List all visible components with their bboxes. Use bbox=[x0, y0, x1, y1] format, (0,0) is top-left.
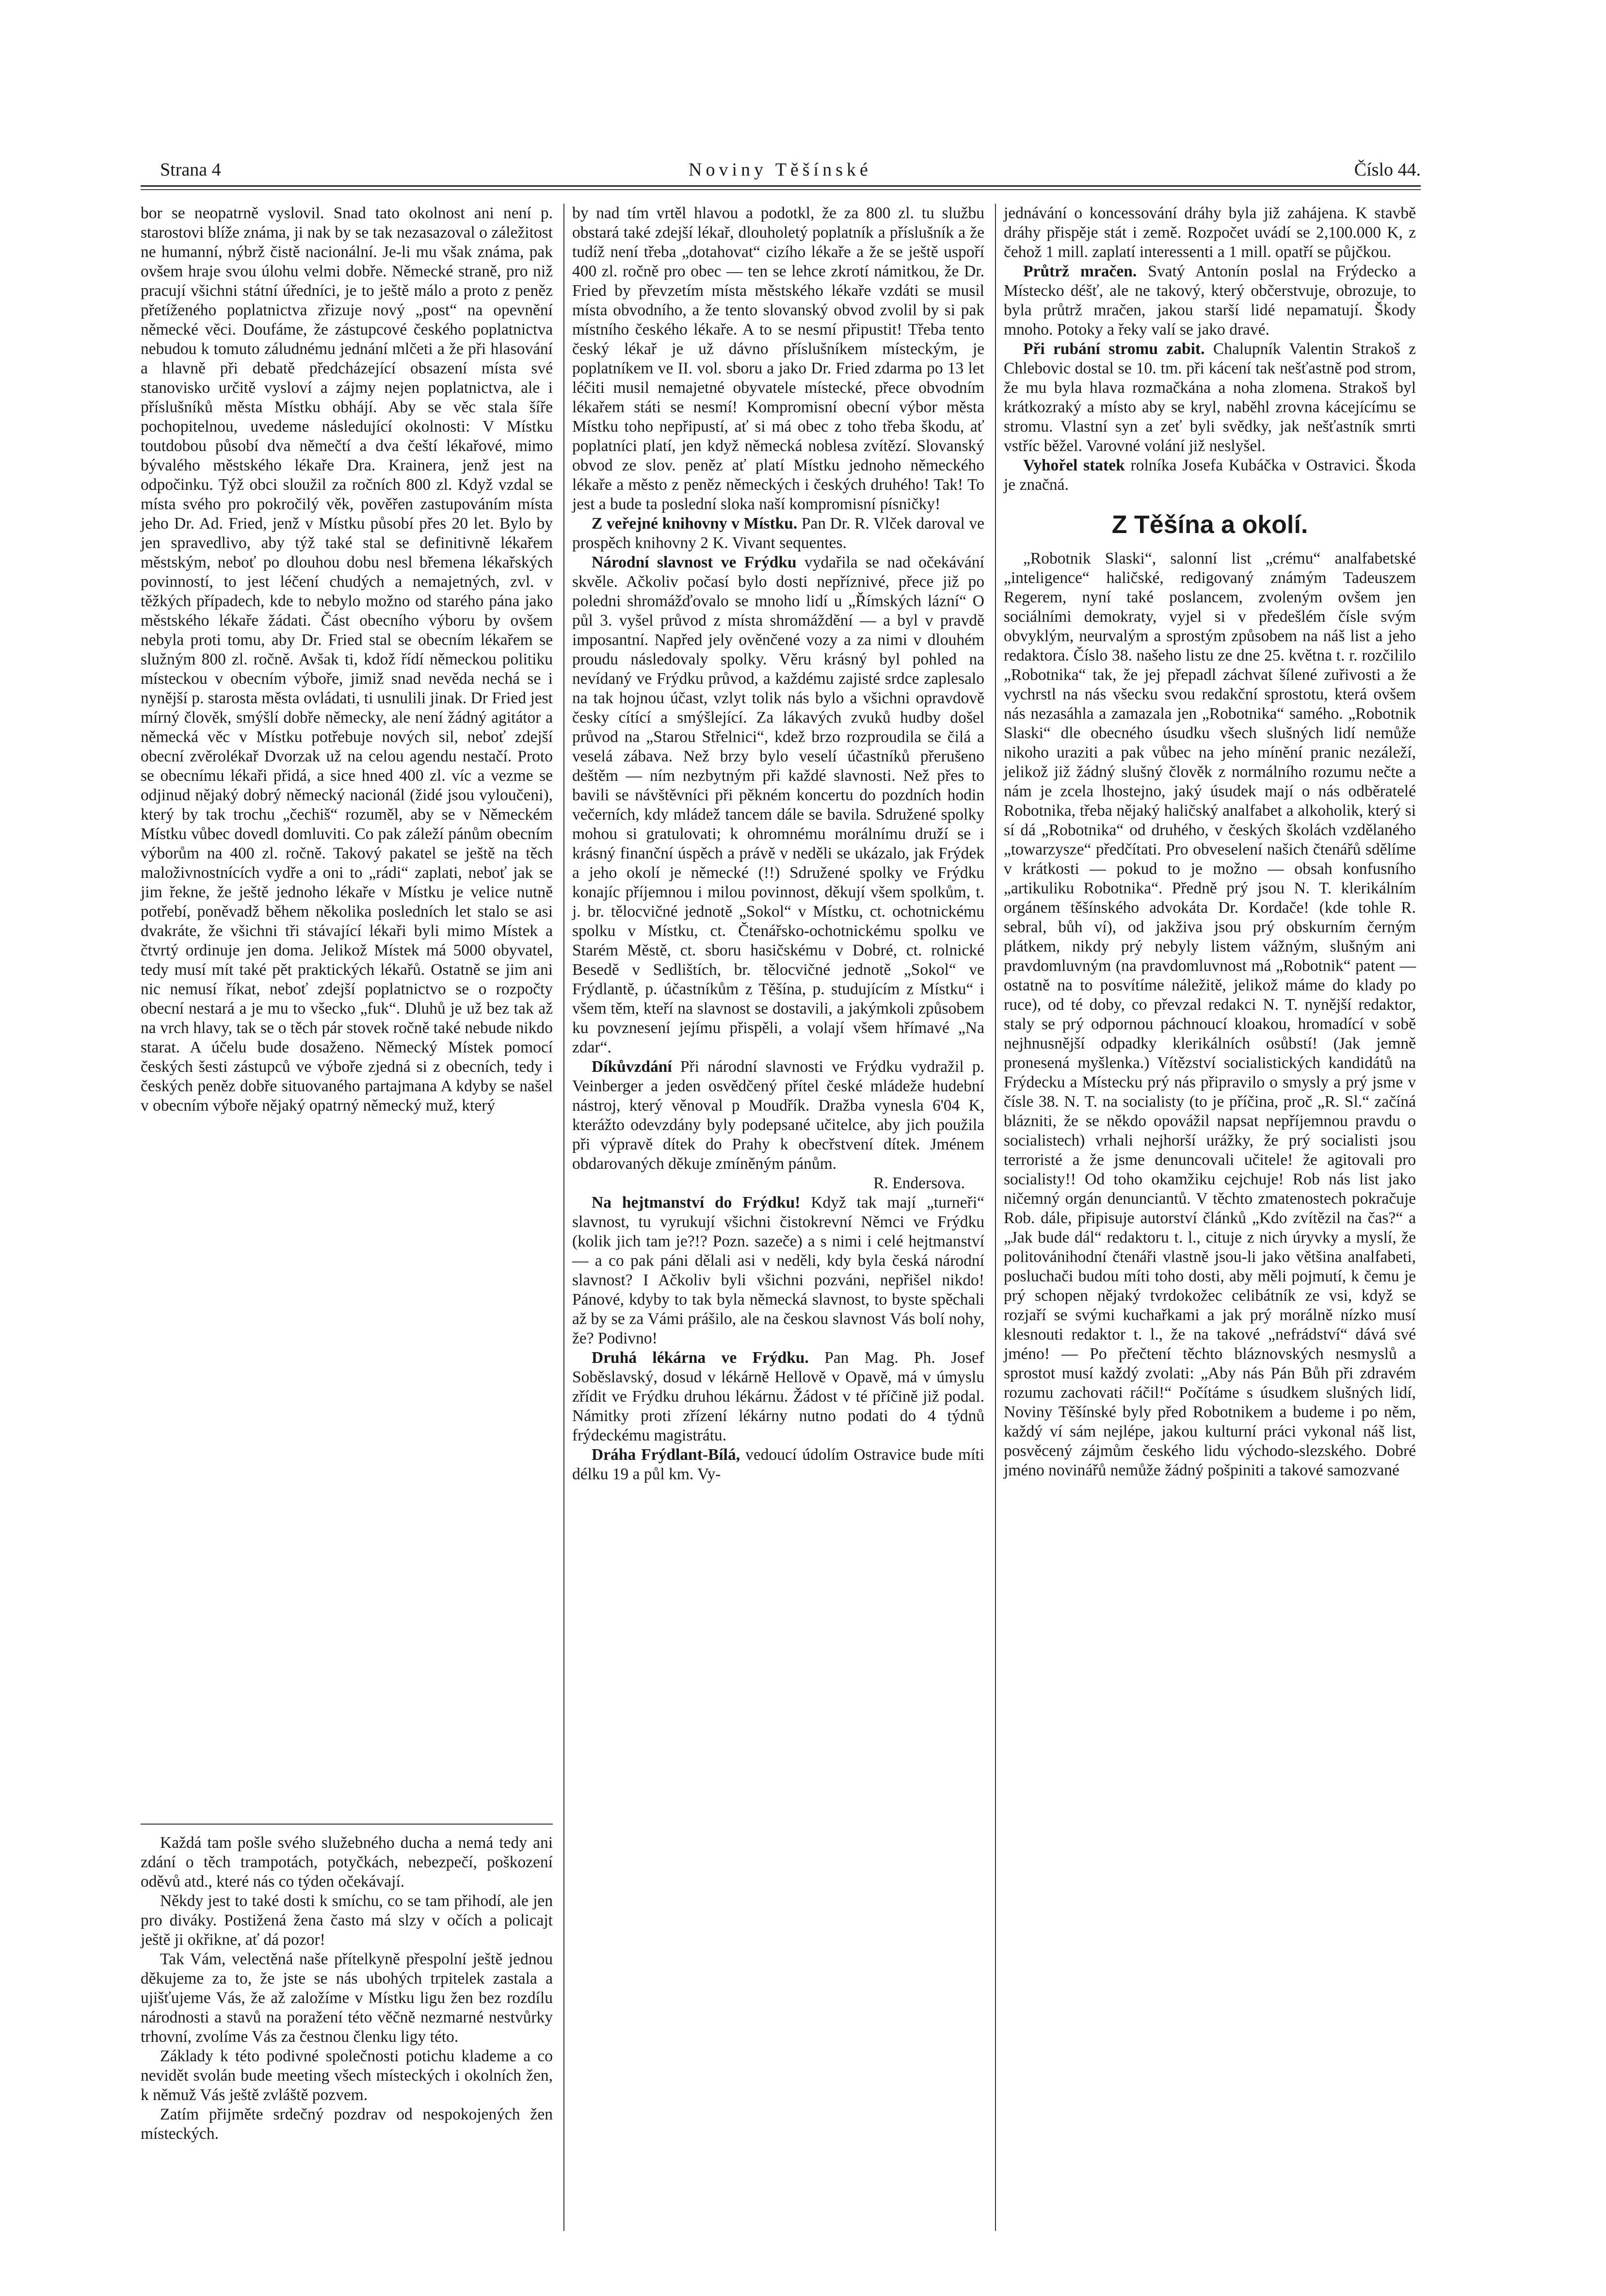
news-item-title: Dráha Frýdlant-Bílá, bbox=[592, 1446, 740, 1464]
news-item bbox=[572, 553, 984, 1057]
header-rule-secondary bbox=[141, 189, 1421, 190]
news-item bbox=[572, 514, 984, 553]
news-item-text: vydařila se nad očekávání skvěle. Ačkoliv počasí bylo dosti nepříznivé, přece již po poledni shromážďovalo se mnoho lidí u „Římských lázní“ O půl 3. vyšel průvod z místa shromáždění — a byl v pravdě imposantní. Napřed jely ověnčené vozy a za nimi v dlouhém proudu následovaly spolky. Věru krásný byl pohled na nevídaný ve Frýdku průvod, a každému zajisté srdce zaplesalo na tak hojnou účast, vzlyt tolik nás bylo a všichni opravdově česky cítící a smýšlející. Za lákavých zvuků hudby došel průvod na „Starou Střelnici“, kdež brzo rozproudila se čilá a veselá zábava. Než brzy bylo veselí účastníků přerušeno deštěm — ním nezbytným při každé slavnosti. Než přes to bavili se návštěvníci při pěkném koncertu do pozdních hodin večerních, kdy mládež tancem dále se bavila. Sdružené spolky mohou si gratulovati; k ohromnému morálnímu druží se i krásný finanční úspěch a právě v neděli se ukázalo, jak Frýdek a jeho okolí je německé (!!) Sdružené spolky ve Frýdku konajíc příjemnou i milou povinnost, děkují všem spolkům, t. j. br. tělocvičné jednotě „Sokol“ v Místku, ct. ochotnickému spolku v Místku, ct. Čtenářsko-ochotnickému spolku ve Starém Městě, ct. sboru hasičskému v Dobré, ct. rolnické Besedě v Sedlištích, br. tělocvičné jednotě „Sokol“ ve Frýdlantě, p. účastníkům z Těšína, p. studujícím z Místku“ i všem těm, kteří na slavnost se dostavili, a jakýmkoli způsobem ku povznesení jejímu přispěli, a volají všem hřímavé „Na zdar“. bbox=[572, 553, 984, 1056]
article-text: jednávání o koncessování dráhy byla již zahájena. K stavbě dráhy přispěje stát i země. Rozpočet uvádí se 2,100.000 K, z čehož 1 mill. zaplatí interessenti a 1 mill. opatří se půjčkou. bbox=[1004, 204, 1416, 261]
masthead-title: Noviny Těšínské bbox=[689, 160, 872, 180]
news-item-text: Pan Dr. R. Vlček daroval ve prospěch knihovny 2 K. Vivant sequentes. bbox=[572, 515, 984, 552]
news-item-title: Při rubání stromu zabit. bbox=[1023, 340, 1205, 358]
newspaper-page bbox=[141, 155, 1430, 2241]
article-text: „Robotnik Slaski“, salonní list „crému“ analfabetské „inteligence“ haličské, redigovaný známým Tadeuszem Regerem, nyní také poslancem, zvoleným ovšem jen sociálními demokraty, vyjel si v předešlém čísle svým obvyklým, neurvalým a sprostým způsobem na náš list a jeho redaktora. Číslo 38. našeho listu ze dne 25. května t. r. rozčililo „Robotnika“ tak, že jej přepadl záchvat šílené zuřivosti a že vychrstl na nás všecku svou redakční sprostotu, která ovšem nás nezasáhla a zamazala jen „Robotnika“ samého. „Robotnik Slaski“ dle obecného úsudku všech slušných lidí nemůže nikoho uraziti a pak vůbec na jeho mínění pranic nezáleží, jelikož již žádný slušný člověk z normálního rozumu nečte a nám je zcela lhostejno, jaký úsudek mají o nás odběratelé Robotnika, třeba nějaký haličský analfabet a alkoholik, který si sí dá „Robotnika“ od druhého, v českých školách vzdělaného „towarzysze“ předčítati. Pro obveselení našich čtenářů sdělíme v krátkosti — pokud to je možno — obsah konfusního „artikuliku Robotnika“. Předně prý jsou N. T. klerikálním orgánem těšínského advokáta Dr. Kordače! (kde tohle R. sebral, bůh ví), od jakživa jsou prý obskurním černým plátkem, nikdy prý nebyly listem vážným, slušným ani pravdomluvným (na pravdomluvnost má „Robotnik“ patent — ostatně na to posvítíme náležitě, jelikož máme do klady po ruce), od té doby, co převzal redakci N. T. nynější redaktor, staly se prý odpornou páchnoucí kloakou, hromadící v sobě nejhnusnější odpadky klerikálních osůbstí! (Jak jemně pronesená myšlenka.) Vítězství socialistických kandidátů na Frýdecku a Místecku prý nás připravilo o smysly a prý jsme v čísle 38. N. T. na socialisty (to je příčina, proč „R. Sl.“ začíná blázniti, že se někdo opovážil napsat nepříjemnou pravdu o socialistech) vrhali nejhorší urážky, že prý socialisti jsou terroristé a že jsme denuncovali učitele! že agitovali pro socialisty!! Od toho okamžiku cejchuje! Rob nás list jako ničemný orgán denunciantů. V těchto zmatenostech pokračuje Rob. dále, připisuje autorství článků „Kdo zvítězil na čas?“ a „Jak bude dál“ redaktoru t. l., cituje z nich úryvky a myslí, že politovánihodní čtenáři vlastně jsou-li jako většina analfabeti, posluchači budou míti toho dosti, aby měli pojmutí, k čemu je prý schopen nějaký tvrdokožec celibátník ze vsi, když se rozjaří se svými kuchařkami a jak prý morálně nízko musí klesnouti redaktor t. l., že na takové „nefrádství“ dává své jméno! — Po přečtení těchto bláznovských nesmyslů a sprostot musí každý zvolati: „Aby nás Pán Bůh při zdravém rozumu zachovati ráčil!“ Počítáme s úsudkem slušných lidí, Noviny Těšínské byly před Robotnikem a budeme i po něm, každý ví sám nejlépe, jakou kulturní práci vykonal náš list, posvěcený zájmům českého lidu východo-slezského. Dobré jméno novinářů nemůže žádný pošpiniti a takové samozvané bbox=[1004, 550, 1416, 1479]
letter-paragraph: Někdy jest to také dosti k smíchu, co se tam přihodí, ale jen pro diváky. Postižená žena často má slzy v očích a policajt ještě ji okřikne, ať dá pozor! bbox=[141, 1892, 553, 1949]
news-item-title: Díkůvzdání bbox=[592, 1058, 672, 1076]
news-item bbox=[1004, 262, 1416, 340]
page-header bbox=[141, 155, 1421, 184]
section-heading: Z Těšína a okolí. bbox=[1111, 511, 1308, 539]
signature: R. Endersova. bbox=[873, 1174, 965, 1192]
news-item-text: Chalupník Valentin Strakoš z Chlebovic dostal se 10. tm. při kácení tak nešťastně pod strom, že mu byla hlava rozmačkána a noha zlomena. Strakoš byl krátkozraký a místo aby se kryl, naběhl zrovna kácejícímu se stromu. Vlastní syn a zeť byli svědky, jak nešťastník smrti vstříc běžel. Varovné volání již neslyšel. bbox=[1004, 340, 1416, 455]
letter-paragraph: Zatím přijměte srdečný pozdrav od nespokojených žen místeckých. bbox=[141, 2105, 553, 2143]
news-item bbox=[572, 1193, 984, 1348]
letter-paragraph: Základy k této podivné společnosti potichu klademe a co nevidět svolán bude meeting všech místeckých i okolních žen, k němuž Vás ještě zvláště pozvem. bbox=[141, 2047, 553, 2104]
news-item-title: Na hejtmanství do Frýdku! bbox=[592, 1194, 801, 1212]
news-item bbox=[1004, 340, 1416, 456]
column-3 bbox=[1004, 204, 1416, 1480]
column-divider-2 bbox=[995, 204, 996, 2231]
news-item-title: Průtrž mračen. bbox=[1023, 262, 1137, 280]
column-1-separator bbox=[141, 1824, 553, 1825]
news-item-text: Pan Mag. Ph. Josef Soběslavský, dosud v lékárně Hellově v Opavě, má v úmyslu zřídit ve Frýdku druhou lékárnu. Žádost v té příčině již podal. Námitky proti zřízení lékárny nutno podati do 4 týdnů frýdeckému magistrátu. bbox=[572, 1349, 984, 1444]
news-item-text: vedoucí údolím Ostravice bude míti délku 19 a půl km. Vy- bbox=[572, 1446, 984, 1483]
page-number: Strana 4 bbox=[160, 160, 221, 180]
news-item-text: Při národní slavnosti ve Frýdku vydražil p. Veinberger a jeden osvědčený přítel české mládeže hudební nástroj, který věnoval p Moudřík. Dražba vynesla 6'04 K, kterážto odevzdány byly podepsané učitelce, aby jich použila při výpravě dítek do Prahy k obecřstvení dítek. Jménem obdarovaných děkuje zmíněným pánům. bbox=[572, 1058, 984, 1173]
news-item-text: rolníka Josefa Kubáčka v Ostravici. Škoda je značná. bbox=[1004, 456, 1416, 494]
issue-number: Číslo 44. bbox=[1354, 160, 1421, 180]
article-text: by nad tím vrtěl hlavou a podotkl, že za 800 zl. tu službu obstará také zdejší lékař, dlouholetý poplatník a příslušník a že tudíž není třeba „dotahovat“ cizího lékaře a že se ještě uspoří 400 zl. ročně pro obec — ten se lehce zkrotí námitkou, že Dr. Fried by převzetím místa městského lékaře vzdáti se musil místa obvodního, a že tento slovanský obvod zvolil by si pak místního českého lékaře. A to se nesmí připustit! Třeba tento český lékař je už dávno příslušníkem místeckým, je poplatníkem ve II. vol. sboru a jako Dr. Fried zdarma po 13 let léčiti musil nemajetné obyvatele místecké, přece obvodním lékařem státi se nesmí! Kompromisní obecní výbor města Místku toho nepřipustí, ať si má obec z toho třeba škodu, ať poplatníci platí, jen když německá noblesa zvítězí. Slovanský obvod ze slov. peněz ať platí Místku jednoho německého lékaře a město z peněz německých i českých druhého! Tak! To jest a bude ta poslední sloka naší kompromisní písničky! bbox=[572, 204, 984, 513]
news-item bbox=[1004, 456, 1416, 495]
news-item bbox=[572, 1348, 984, 1445]
news-item-title: Národní slavnost ve Frýdku bbox=[592, 553, 797, 571]
news-item-title: Vyhořel statek bbox=[1023, 456, 1125, 474]
column-1-letter bbox=[141, 1833, 553, 2144]
news-item-title: Druhá lékárna ve Frýdku. bbox=[592, 1349, 809, 1367]
news-item-text: Svatý Antonín poslal na Frýdecko a Místecko déšť, ale ne takový, který občerstvuje, obrozuje, to byla průtrž mračen, jakou starší lidé nepamatují. Škody mnoho. Potoky a řeky valí se jako dravé. bbox=[1004, 262, 1416, 339]
column-divider-1 bbox=[563, 204, 564, 2231]
column-1 bbox=[141, 204, 553, 1116]
article-text: bor se neopatrně vyslovil. Snad tato okolnost ani není p. starostovi blíže známa, ji nak by se tak nezasazoval o záležitost ne humanní, nýbrž čistě nacionální. Je-li mu však známa, pak ovšem hraje svou úlohu velmi dobře. Německé straně, pro niž pracují všichni státní úředníci, je to ještě málo a proto z peněz přetíženého poplatnictva zřizuje nový „post“ na opevnění německé věci. Doufáme, že zástupcové českého poplatnictva nebudou k tomuto záludnému jednání mlčeti a že při hlasování a hlavně při debatě předcházející obsazení místa své stanovisko určitě vysloví a zájmy nejen poplatnictva, ale i příslušníků města Místku obhájí. Aby se věc stala šíře pochopitelnou, uvedeme následující okolnosti: V Místku toutdobou působí dva němečtí a dva čeští lékařové, mimo bývalého městského lékaře Dra. Krainera, jenž jest na odpočinku. Týž obci sloužil za ročních 800 zl. Když vzdal se místa svého pro pokročilý věk, pověřen zastupováním místa jeho Dr. Ad. Fried, jenž v Místku působí přes 20 let. Bylo by jen spravedlivo, aby týž také stal se definitivně lékařem městským, neboť po dlouhou dobu nesl břemena lékařských povinností, to jest léčení chudých a nemajetných, zvl. v těžkých případech, kde to nebylo možno od starého pána jako městského lékaře žádati. Část obecního výboru by ovšem nebyla proti tomu, aby Dr. Fried stal se obecním lékařem se služným 800 zl. ročně. Avšak ti, kdož řídí německou politiku místeckou v obecním výboře, jimiž snad nevěda nechá se i nynější p. starosta města ovládati, ti usnulili jinak. Dr Fried jest mírný člověk, smýšlí dobře německy, ale není žádný agitátor a německá věc v Místku potřebuje nových sil, neboť zdejší obecní zvěrolékař Dvorzak už na celou agendu nestačí. Proto se obecnímu lékaři přidá, a sice hned 400 zl. víc a vezme se odjinud nějaký dobrý německý nacionál (židé jsou vyloučeni), který by tak trochu „čechiš“ rozuměl, aby se v Německém Místku vůbec dovedl domluviti. Co pak záleží pánům obecním výborům na 400 zl. ročně. Takový pakatel se ještě na těch maloživnostnících vydře a oni to „rádi“ zaplati, neboť jak se jim řekne, že ještě jednoho lékaře v Místku je velice nutně potřebí, poněvadž během několika posledních let stalo se asi dvakráte, že všichni tři stávající lékaři byli mimo Místek a čtvrtý ordinuje jen doma. Jelikož Místek má 5000 obyvatel, tedy musí mít také pět praktických lékařů. Ostatně se jim ani nic nemusí říkat, neboť zdejší poplatnictvo se o rozpočty obecní nestará a je mu to všecko „fuk“. Dluhů je už bez tak až na vrch hlavy, tak se o těch pár stovek ročně také nebude nikdo starat. A účelu bude dosaženo. Německý Místek pomocí českých šesti zástupců ve výboře zjedná si z obecních, tedy i českých peněz dobře situovaného partajmana A kdyby se našel v obecním výboře nějaký opatrný německý muž, který bbox=[141, 204, 553, 1115]
news-item-title: Z veřejné knihovny v Místku. bbox=[592, 515, 798, 533]
news-item-text: Když tak mají „turneři“ slavnost, tu vyrukují všichni čistokrevní Němci ve Frýdku (kolik jich tam je?!? Pozn. sazeče) a s nimi i celé hejtmanství — a co pak páni dělali asi v neděli, kdy byla česká národní slavnost? I Ačkoliv byli všichni pozváni, nepřišel nikdo! Pánové, kdyby to tak byla německá slavnost, to byste spěchali až by se za Vámi prášilo, ale na českou slavnost Vás bolí nohy, že? Podivno! bbox=[572, 1194, 984, 1347]
column-2 bbox=[572, 204, 984, 1484]
header-rule bbox=[141, 185, 1421, 187]
letter-paragraph: Tak Vám, velectěná naše přítelkyně přespolní ještě jednou děkujeme za to, že jste se nás ubohých trpitelek zastala a ujišťujeme Vás, že až založíme v Místku ligu žen bez rozdílu národnosti a stavů na poražení této věčně nezmarné nestvůrky trhovní, zvolíme Vás za čestnou členku ligy této. bbox=[141, 1950, 553, 2046]
news-item bbox=[572, 1445, 984, 1484]
letter-paragraph: Každá tam pošle svého služebného ducha a nemá tedy ani zdání o těch trampotách, potyčkách, nebezpečí, poškození oděvů atd., které nás co týden očekávají. bbox=[141, 1834, 553, 1891]
news-item bbox=[572, 1057, 984, 1174]
